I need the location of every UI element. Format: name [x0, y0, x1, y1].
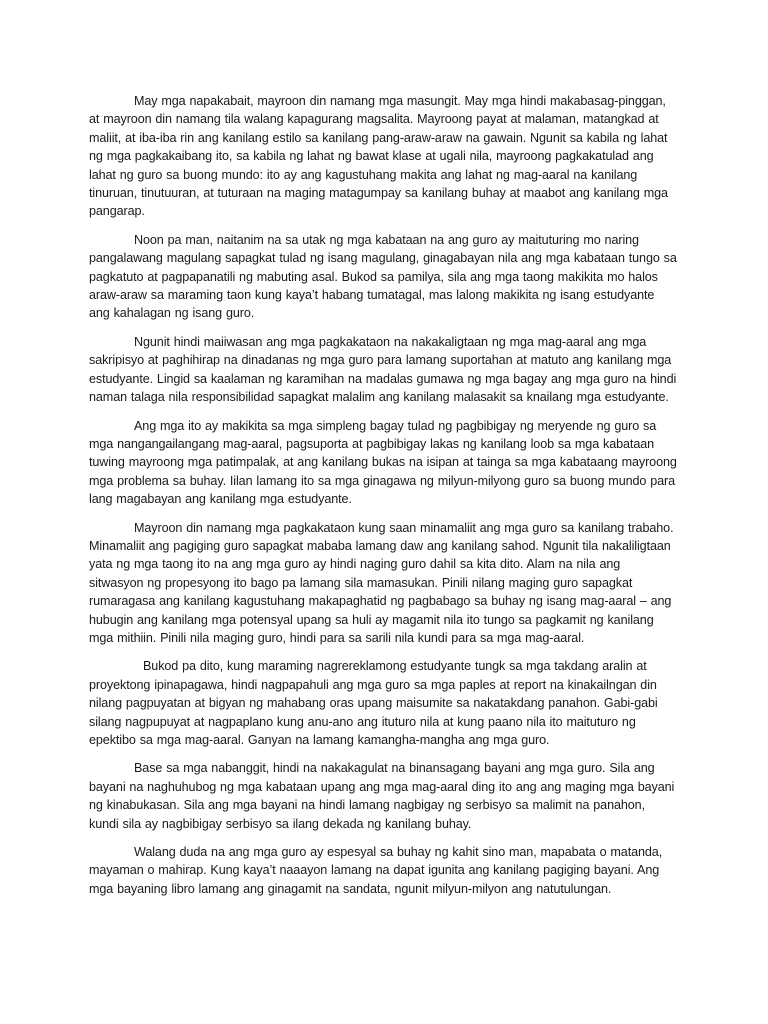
paragraph-4: Ang mga ito ay makikita sa mga simpleng bagay tulad ng pagbibigay ng meryende ng guro sa mga nangangailangang mag-aaral, pagsuporta at pagbibigay lakas ng kanilang loob sa mga kabataan tuwing mayroong mga patimpalak, at ang kanilang bukas na isipan at tainga sa mga kabataang mayroong mga problema sa buhay. Iilan lamang ito sa mga ginagawa ng milyun-milyong guro sa buong mundo para lang magabayan ang kanilang mga estudyante. — [89, 418, 677, 507]
paragraph-8: Walang duda na ang mga guro ay espesyal sa buhay ng kahit sino man, mapabata o matanda, mayaman o mahirap. Kung kaya’t naaayon lamang na dapat igunita ang kanilang pagiging bayani. Ang mga bayaning libro lamang ang ginagamit na sandata, ngunit milyun-milyon ang natutulungan. — [89, 845, 663, 896]
paragraph-3: Ngunit hindi maiiwasan ang mga pagkakataon na nakakaligtaan ng mga mag-aaral ang mga sakripisyo at paghihirap na dinadanas ng mga guro para lamang suportahan at matuto ang kanilang mga estudyante. Lingid sa kaalaman ng karamihan na madalas gumawa ng mga bagay ang mga guro na hindi naman talaga nila responsibilidad sapagkat malalim ang kanilang malasakit sa knailang mga estudyante. — [89, 334, 677, 405]
paragraph-6: Bukod pa dito, kung maraming nagrereklamong estudyante tungk sa mga takdang aralin at proyektong ipinapagawa, hindi nagpapahuli ang mga guro sa mga paples at report na kinakailngan din nilang pagpuyatan at bigyan ng mahabang oras upang maisumite sa nakatakdang panahon. Gabi-gabi silang nagpupuyat at nagpaplano kung anu-ano ang ituturo nila at kung paano nila ito maituturo ng epektibo sa mga mag-aaral. Ganyan na lamang kamangha-mangha ang mga guro. — [89, 659, 658, 747]
essay-body — [89, 92, 677, 908]
paragraph-1: May mga napakabait, mayroon din namang mga masungit. May mga hindi makabasag-pinggan, at mayroon din namang tila walang kapagurang magsalita. Mayroong payat at malaman, matangkad at maliit, at iba-iba rin ang kanilang estilo sa kanilang pang-araw-araw na gawain. Ngunit sa kabila ng lahat ng mga pagkakaibang ito, sa kabila ng lahat ng bawat klase at ugali nila, mayroong pagkakatulad ang lahat ng guro sa buong mundo: ito ay ang kagustuhang makita ang lahat ng mag-aaral na kanilang tinuruan, tinutuuran, at tuturaan na maging matagumpay sa kanilang buhay at maabot ang kanilang mga pangarap. — [89, 94, 668, 219]
paragraph-5: Mayroon din namang mga pagkakataon kung saan minamaliit ang mga guro sa kanilang trabaho. Minamaliit ang pagiging guro sapagkat mababa lamang daw ang kanilang sahod. Ngunit tila nakaliligtaan yata ng mga taong ito na ang mga guro ay hindi naging guro dahil sa kita dito. Alam na nila ang sitwasyon ng propesyong ito bago pa lamang sila mamasukan. Pinili nilang maging guro sapagkat rumaragasa ang kanilang kagustuhang makapaghatid ng pagbabago sa buhay ng isang mag-aaral – ang hubugin ang kanilang mga potensyal upang sa huli ay magamit nila ito tungo sa pagkamit ng kanilang mga mithiin. Pinili nila maging guro, hindi para sa sarili nila kundi para sa mga mag-aaral. — [89, 520, 674, 645]
paragraph-2: Noon pa man, naitanim na sa utak ng mga kabataan na ang guro ay maituturing mo naring pangalawang magulang sapagkat tulad ng isang magulang, ginagabayan nila ang mga kabataan tungo sa pagkatuto at pagpapanatili ng mabuting asal. Bukod sa pamilya, sila ang mga taong makikita mo halos araw-araw sa maraming taon kung kaya’t habang tumatagal, mas lalong makikita ng isang estudyante ang kahalagan ng isang guro. — [89, 232, 677, 321]
paragraph-7: Base sa mga nabanggit, hindi na nakakagulat na binansagang bayani ang mga guro. Sila ang bayani na naghuhubog ng mga kabataan upang ang mga mag-aaral ding ito ang ang maging mga bayani ng kinabukasan. Sila ang mga bayani na hindi lamang nagbigay ng serbisyo sa malimit na panahon, kundi sila ay nagbibigay serbisyo sa ilang dekada ng kanilang buhay. — [89, 761, 675, 831]
